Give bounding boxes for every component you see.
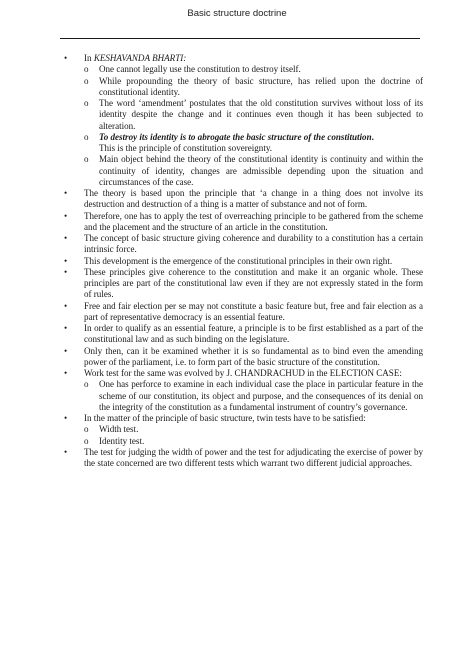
sub-text: Main object behind the theory of the constitutional identity is continuity and within the continuity of identity, changes are admissible depending upon the situation and circumstances of the case.	[99, 154, 423, 187]
sub-marker: o	[84, 424, 89, 435]
case-name: KESHAVANDA BHARTI:	[93, 53, 187, 63]
bullet-item	[63, 233, 423, 256]
sub-text: The word ‘amendment’ postulates that the old constitution survives without loss of its identity despite the change and it continues even though it has been subjected to alteration.	[99, 98, 423, 131]
bullet-marker: •	[64, 368, 68, 378]
sub-text: One has perforce to examine in each individual case the place in particular feature in the scheme of our constitution, its object and purpose, and the consequences of its denial on the integrity of the constitution as a fundamental instrument of country’s governance.	[99, 379, 423, 412]
bullet-marker: •	[64, 266, 68, 277]
bullet-text: This development is the emergence of the constitutional principles in their own right.	[84, 255, 393, 266]
bullet-text: The test for judging the width of power and the test for adjudicating the exercise of power by the state concerned are two different tests which warrant two different judicial approaches.	[84, 446, 423, 468]
bullet-text: Free and fair election per se may not constitute a basic feature but, free and fair election as a part of representative democracy is an essential feature.	[84, 300, 423, 322]
bullet-marker: •	[64, 255, 68, 266]
bullet-text: In the matter of the principle of basic structure, twin tests have to be satisfied:	[84, 413, 366, 423]
bullet-text: Work test for the same was evolved by J. CHANDRACHUD in the ELECTION CASE:	[84, 368, 402, 378]
page-header-title: Basic structure doctrine	[187, 8, 287, 19]
bullet-item	[63, 301, 423, 324]
bullet-item	[63, 188, 423, 211]
sub-text: While propounding the theory of basic structure, has relied upon the doctrine of constitutional identity.	[99, 75, 423, 97]
bullet-text: In	[84, 53, 94, 63]
bullet-marker: •	[64, 53, 68, 63]
bullet-item	[63, 53, 423, 188]
sub-marker: o	[84, 154, 89, 165]
sub-marker: o	[84, 98, 89, 108]
sub-marker: o	[84, 131, 89, 142]
sub-item	[84, 154, 423, 188]
bullet-marker: •	[64, 446, 68, 457]
sub-list	[84, 424, 423, 447]
bullet-item	[63, 256, 423, 267]
bullet-text: The theory is based upon the principle that ‘a change in a thing does not involve its destruction and destruction of a thing is a matter of substance and not of form.	[84, 188, 423, 210]
sub-text: This is the principle of constitution sovereignty.	[99, 143, 273, 153]
sub-text: One cannot legally use the constitution to destroy itself.	[99, 64, 301, 75]
sub-marker: o	[84, 379, 89, 390]
bullet-item	[63, 413, 423, 447]
bullet-marker: •	[64, 300, 68, 311]
bullet-text: The concept of basic structure giving coherence and durability to a constitution has a certain intrinsic force.	[84, 233, 423, 255]
sub-item	[84, 424, 423, 435]
sub-marker: o	[84, 64, 89, 75]
sub-text: Width test.	[99, 424, 139, 435]
sub-item	[84, 436, 423, 447]
bullet-text: Only then, can it be examined whether it is so fundamental as to bind even the amending power of the parliament, i.e. to form part of the basic structure of the constitution.	[84, 345, 423, 367]
header-divider	[60, 38, 420, 39]
bullet-text: These principles give coherence to the constitution and make it an organic whole. These principles are part of the constitutional law even if they are not expressly stated in the form of rules.	[84, 266, 423, 300]
bullet-marker: •	[64, 413, 68, 423]
bullet-text: In order to qualify as an essential feature, a principle is to be first established as a part of the constitutional law and as such binding on the legislature.	[84, 323, 423, 345]
sub-item	[84, 98, 423, 132]
bullet-marker: •	[64, 345, 68, 356]
bullet-item	[63, 323, 423, 346]
sub-item	[84, 379, 423, 413]
bullet-item	[63, 346, 423, 369]
document-body	[63, 53, 423, 469]
bullet-item	[63, 267, 423, 301]
sub-text-italic: To destroy its identity is to abrogate the basic structure of the constitution	[99, 131, 372, 142]
sub-marker: o	[84, 75, 89, 86]
sub-list	[84, 64, 423, 188]
sub-marker: o	[84, 435, 89, 446]
bullet-item	[63, 447, 423, 470]
bullet-item	[63, 368, 423, 413]
bullet-marker: •	[64, 188, 68, 198]
sub-item	[84, 76, 423, 99]
bullet-marker: •	[64, 233, 68, 243]
sub-item: o To destroy its identity is to abrogate the basic structure of the constitution. This is the principle of constitution sovereignty.	[84, 131, 374, 153]
bullet-marker: •	[64, 323, 68, 333]
bullet-text: Therefore, one has to apply the test of overreaching principle to be gathered from the scheme and the placement and the structure of an article in the constitution.	[84, 210, 423, 232]
sub-text: Identity test.	[99, 435, 145, 446]
sub-list	[84, 379, 423, 413]
bullet-item	[63, 211, 423, 234]
bullet-marker: •	[64, 210, 68, 221]
sub-item	[84, 64, 423, 75]
